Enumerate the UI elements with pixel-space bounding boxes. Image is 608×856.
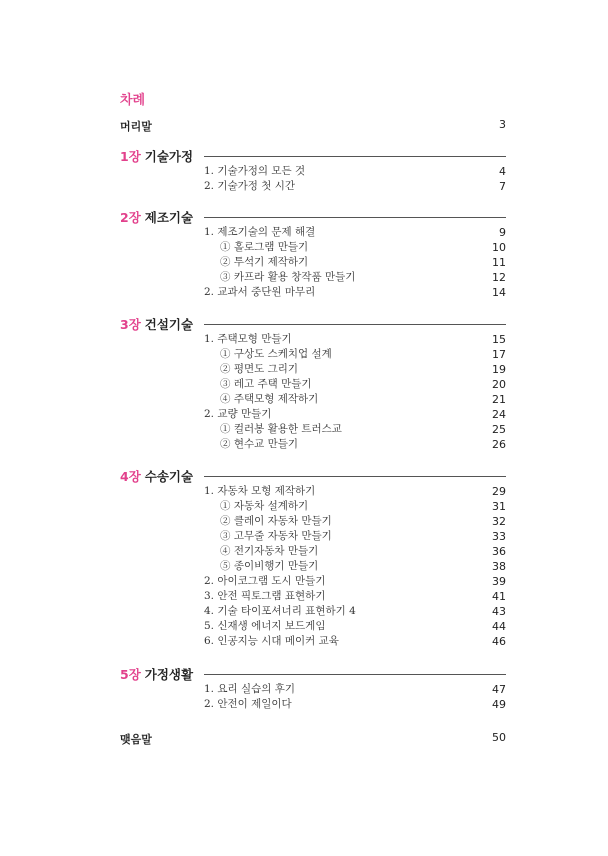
entry-page-number: 7 bbox=[499, 180, 506, 193]
toc-entry[interactable] bbox=[204, 164, 506, 179]
entry-page-number: 26 bbox=[492, 438, 506, 451]
toc-entry[interactable] bbox=[204, 225, 506, 240]
chapter-heading[interactable] bbox=[120, 208, 193, 226]
entry-label: 4. 기술 타이포셔너리 표현하기 4 bbox=[204, 605, 356, 617]
toc-subentry[interactable] bbox=[204, 377, 506, 392]
toc-subentry[interactable] bbox=[204, 437, 506, 452]
entry-page-number: 32 bbox=[492, 515, 506, 528]
epilogue-label: 맺음말 bbox=[120, 733, 152, 746]
toc-entry[interactable] bbox=[204, 332, 506, 347]
entry-page-number: 46 bbox=[492, 635, 506, 648]
entry-label: 1. 주택모형 만들기 bbox=[204, 333, 292, 345]
toc-subentry[interactable] bbox=[204, 422, 506, 437]
entry-label: 1. 자동차 모형 제작하기 bbox=[204, 485, 316, 497]
chapter-items bbox=[204, 484, 506, 649]
entry-page-number: 10 bbox=[492, 241, 506, 254]
entry-label: ① 구상도 스케치업 설계 bbox=[220, 348, 332, 360]
chapter-name: 기술가정 bbox=[144, 149, 194, 164]
toc-row-preface[interactable] bbox=[120, 118, 506, 134]
entry-page-number: 49 bbox=[492, 698, 506, 711]
entry-page-number: 36 bbox=[492, 545, 506, 558]
chapter-number: 2장 bbox=[120, 210, 141, 225]
entry-page-number: 41 bbox=[492, 590, 506, 603]
toc-subentry[interactable] bbox=[204, 347, 506, 362]
chapter-number: 1장 bbox=[120, 149, 141, 164]
chapter-name: 제조기술 bbox=[144, 210, 194, 225]
entry-label: 2. 교과서 중단원 마무리 bbox=[204, 286, 316, 298]
chapter-divider bbox=[204, 324, 506, 325]
entry-page-number: 11 bbox=[492, 256, 506, 269]
entry-page-number: 14 bbox=[492, 286, 506, 299]
toc-subentry[interactable] bbox=[204, 255, 506, 270]
entry-label: 1. 요리 실습의 후기 bbox=[204, 683, 296, 695]
entry-page-number: 43 bbox=[492, 605, 506, 618]
entry-label: ④ 전기자동차 만들기 bbox=[220, 545, 319, 557]
chapter-heading[interactable] bbox=[120, 467, 193, 485]
toc-entry[interactable] bbox=[204, 634, 506, 649]
chapter-divider bbox=[204, 156, 506, 157]
epilogue-page: 50 bbox=[492, 731, 506, 744]
entry-label: ② 평면도 그리기 bbox=[220, 363, 299, 375]
entry-page-number: 9 bbox=[499, 226, 506, 239]
entry-label: ② 투석기 제작하기 bbox=[220, 256, 309, 268]
chapter-heading[interactable] bbox=[120, 315, 193, 333]
entry-label: ④ 주택모형 제작하기 bbox=[220, 393, 319, 405]
toc-subentry[interactable] bbox=[204, 240, 506, 255]
entry-page-number: 17 bbox=[492, 348, 506, 361]
entry-label: 6. 인공지능 시대 메이커 교육 bbox=[204, 635, 339, 647]
toc-entry[interactable] bbox=[204, 285, 506, 300]
entry-label: ③ 레고 주택 만들기 bbox=[220, 378, 312, 390]
entry-page-number: 44 bbox=[492, 620, 506, 633]
entry-page-number: 38 bbox=[492, 560, 506, 573]
chapter-number: 3장 bbox=[120, 317, 141, 332]
toc-entry[interactable] bbox=[204, 484, 506, 499]
preface-label: 머리말 bbox=[120, 120, 152, 133]
entry-page-number: 25 bbox=[492, 423, 506, 436]
toc-subentry[interactable] bbox=[204, 544, 506, 559]
toc-subentry[interactable] bbox=[204, 499, 506, 514]
chapter-name: 수송기술 bbox=[144, 469, 194, 484]
toc-entry[interactable] bbox=[204, 697, 506, 712]
entry-page-number: 33 bbox=[492, 530, 506, 543]
toc-subentry[interactable] bbox=[204, 392, 506, 407]
entry-label: 2. 교량 만들기 bbox=[204, 408, 272, 420]
toc-entry[interactable] bbox=[204, 407, 506, 422]
entry-label: ③ 고무줄 자동차 만들기 bbox=[220, 530, 332, 542]
entry-label: ① 홀로그램 만들기 bbox=[220, 241, 309, 253]
entry-page-number: 15 bbox=[492, 333, 506, 346]
entry-page-number: 12 bbox=[492, 271, 506, 284]
chapter-divider bbox=[204, 217, 506, 218]
entry-label: 5. 신재생 에너지 보드게임 bbox=[204, 620, 326, 632]
toc-subentry[interactable] bbox=[204, 559, 506, 574]
entry-page-number: 39 bbox=[492, 575, 506, 588]
entry-label: ① 컬러봉 활용한 트러스교 bbox=[220, 423, 342, 435]
entry-label: ② 클레이 자동차 만들기 bbox=[220, 515, 332, 527]
toc-subentry[interactable] bbox=[204, 362, 506, 377]
chapter-number: 4장 bbox=[120, 469, 141, 484]
entry-label: 2. 안전이 제일이다 bbox=[204, 698, 292, 710]
chapter-heading[interactable] bbox=[120, 147, 193, 165]
toc-entry[interactable] bbox=[204, 619, 506, 634]
toc-title: 차례 bbox=[120, 93, 146, 108]
chapter-divider bbox=[204, 476, 506, 477]
entry-label: 3. 안전 픽토그램 표현하기 bbox=[204, 590, 326, 602]
entry-label: ① 자동차 설계하기 bbox=[220, 500, 309, 512]
chapter-items bbox=[204, 682, 506, 712]
entry-label: ② 현수교 만들기 bbox=[220, 438, 299, 450]
entry-page-number: 4 bbox=[499, 165, 506, 178]
chapter-heading[interactable] bbox=[120, 665, 193, 683]
chapter-divider bbox=[204, 674, 506, 675]
entry-page-number: 29 bbox=[492, 485, 506, 498]
entry-page-number: 31 bbox=[492, 500, 506, 513]
entry-page-number: 21 bbox=[492, 393, 506, 406]
toc-subentry[interactable] bbox=[204, 270, 506, 285]
entry-page-number: 24 bbox=[492, 408, 506, 421]
preface-page: 3 bbox=[499, 118, 506, 131]
toc-entry[interactable] bbox=[204, 604, 506, 619]
toc-entry[interactable] bbox=[204, 574, 506, 589]
entry-label: 2. 기술가정 첫 시간 bbox=[204, 180, 296, 192]
toc-entry[interactable] bbox=[204, 589, 506, 604]
toc-entry[interactable] bbox=[204, 682, 506, 697]
toc-entry[interactable] bbox=[204, 179, 506, 194]
chapter-name: 가정생활 bbox=[144, 667, 194, 682]
toc-row-epilogue[interactable] bbox=[120, 731, 506, 747]
entry-page-number: 47 bbox=[492, 683, 506, 696]
chapter-items bbox=[204, 332, 506, 452]
entry-label: ⑤ 종이비행기 만들기 bbox=[220, 560, 319, 572]
entry-page-number: 20 bbox=[492, 378, 506, 391]
entry-label: 1. 제조기술의 문제 해결 bbox=[204, 226, 316, 238]
chapter-name: 건설기술 bbox=[144, 317, 194, 332]
chapter-number: 5장 bbox=[120, 667, 141, 682]
entry-label: ③ 카프라 활용 창작품 만들기 bbox=[220, 271, 356, 283]
entry-label: 2. 아이코그램 도시 만들기 bbox=[204, 575, 326, 587]
entry-label: 1. 기술가정의 모든 것 bbox=[204, 165, 306, 177]
toc-subentry[interactable] bbox=[204, 514, 506, 529]
entry-page-number: 19 bbox=[492, 363, 506, 376]
chapter-items bbox=[204, 225, 506, 300]
toc-subentry[interactable] bbox=[204, 529, 506, 544]
chapter-items bbox=[204, 164, 506, 194]
